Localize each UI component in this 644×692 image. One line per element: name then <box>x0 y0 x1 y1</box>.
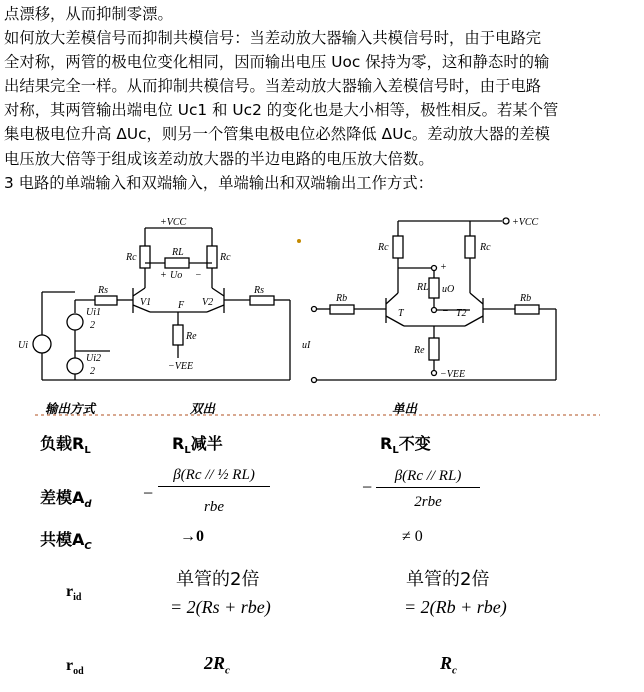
right-rc-left-label: Rc <box>378 242 389 253</box>
diff-double-sign: − <box>143 483 154 503</box>
left-rc-label: Rc <box>126 252 137 263</box>
right-minus-label: − <box>442 306 449 317</box>
rid-single-line1: 单管的2倍 <box>406 569 490 590</box>
paragraph-line: 全对称，两管的极电位变化相同，因而输出电压 Uoc 保持为零，这和静态时的输 <box>4 53 550 72</box>
ui2-num: Ui2 <box>86 353 101 364</box>
rid-double-line1: 单管的2倍 <box>176 569 260 590</box>
right-t2-label: T2 <box>456 308 467 319</box>
output-mode-table <box>0 395 644 692</box>
right-rb1-label: Rb <box>336 293 348 304</box>
right-rl-label: RL <box>417 282 429 293</box>
load-double: $R_L$减半 <box>172 434 223 457</box>
paragraph-line: 点漂移，从而抑制零漂。 <box>4 5 173 23</box>
right-ui-label: uI <box>302 340 311 351</box>
diff-single-denominator: 2rbe <box>414 494 442 510</box>
paragraph <box>4 2 640 195</box>
paragraph-line: 出结果完全一样。从而抑制共模信号。当差动放大器输入差模信号时，由于电路 <box>4 77 542 96</box>
left-v2-label: V2 <box>202 297 214 308</box>
diff-single-sign: − <box>362 477 373 497</box>
left-vcc-label: +VCC <box>160 217 187 228</box>
left-rs1-label: Rs <box>98 285 108 296</box>
right-re-label: Re <box>414 345 425 356</box>
left-rs2-label: Rs <box>254 285 264 296</box>
row-label-common: 共模$A_C$ <box>40 530 92 553</box>
right-rc-label: Rc <box>220 252 231 263</box>
left-uo-label: Uo <box>170 270 183 281</box>
right-uo-label: uO <box>442 284 455 295</box>
rod-double: $2R_c$ <box>204 653 230 677</box>
left-ui-label: Ui <box>18 340 28 351</box>
diff-double-numerator: β(Rc // ½ RL) <box>158 467 270 487</box>
header-double: 双出 <box>190 401 216 416</box>
left-minus-label: − <box>195 270 202 281</box>
diff-single-numerator: β(Rc // RL) <box>376 468 480 488</box>
left-f-label: F <box>178 300 185 311</box>
load-single: $R_L$不变 <box>380 434 431 457</box>
rod-single: $R_c$ <box>440 653 457 677</box>
right-rc-right-label: Rc <box>480 242 491 253</box>
left-v1-label: V1 <box>140 297 152 308</box>
common-single: ≠ 0 <box>402 528 423 545</box>
table-header-rule <box>0 395 644 425</box>
common-double: →0 <box>180 528 204 545</box>
ui2-den: 2 <box>90 366 95 377</box>
row-label-load: 负载$R_L$ <box>40 434 91 457</box>
paragraph-line: 3 电路的单端输入和双端输入，单端输出和双端输出工作方式： <box>4 173 434 192</box>
right-plus-label: + <box>440 262 447 273</box>
header-single: 单出 <box>392 401 418 416</box>
right-vcc-label: +VCC <box>512 217 539 228</box>
row-label-rod: $r_{od}$ <box>66 657 84 678</box>
row-label-diff: 差模$A_d$ <box>40 488 92 511</box>
header-mode: 输出方式 <box>45 401 96 416</box>
left-vee-label: −VEE <box>168 361 194 372</box>
ui1-num: Ui1 <box>86 307 101 318</box>
diff-double-denominator: rbe <box>204 499 224 515</box>
right-rb2-label: Rb <box>520 293 532 304</box>
paragraph-line: 电压放大倍等于组成该差动放大器的半边电路的电压放大倍数。 <box>4 149 434 168</box>
paragraph-line: 如何放大差模信号而抑制共模信号：当差动放大器输入共模信号时，由于电路完 <box>4 29 542 48</box>
paragraph-line: 对称，其两管输出端电位 Uc1 和 Uc2 的变化也是大小相等，极性相反。若某个管 <box>4 101 559 120</box>
row-label-rid: $r_{id}$ <box>66 583 82 604</box>
left-plus-label: + <box>160 270 167 281</box>
left-re-label: Re <box>186 331 197 342</box>
rid-double-line2: = 2(Rs + rbe) <box>170 597 271 617</box>
circuit-diagrams <box>0 208 644 395</box>
right-vee-label: −VEE <box>440 369 466 380</box>
left-rl-label: RL <box>172 247 184 258</box>
right-t1-label: T <box>398 308 404 319</box>
rid-single-line2: = 2(Rb + rbe) <box>404 597 507 617</box>
paragraph-line: 集电极电位升高 ΔUc，则另一个管集电极电位必然降低 ΔUc。差动放大器的差模 <box>4 125 551 144</box>
ui1-den: 2 <box>90 320 95 331</box>
